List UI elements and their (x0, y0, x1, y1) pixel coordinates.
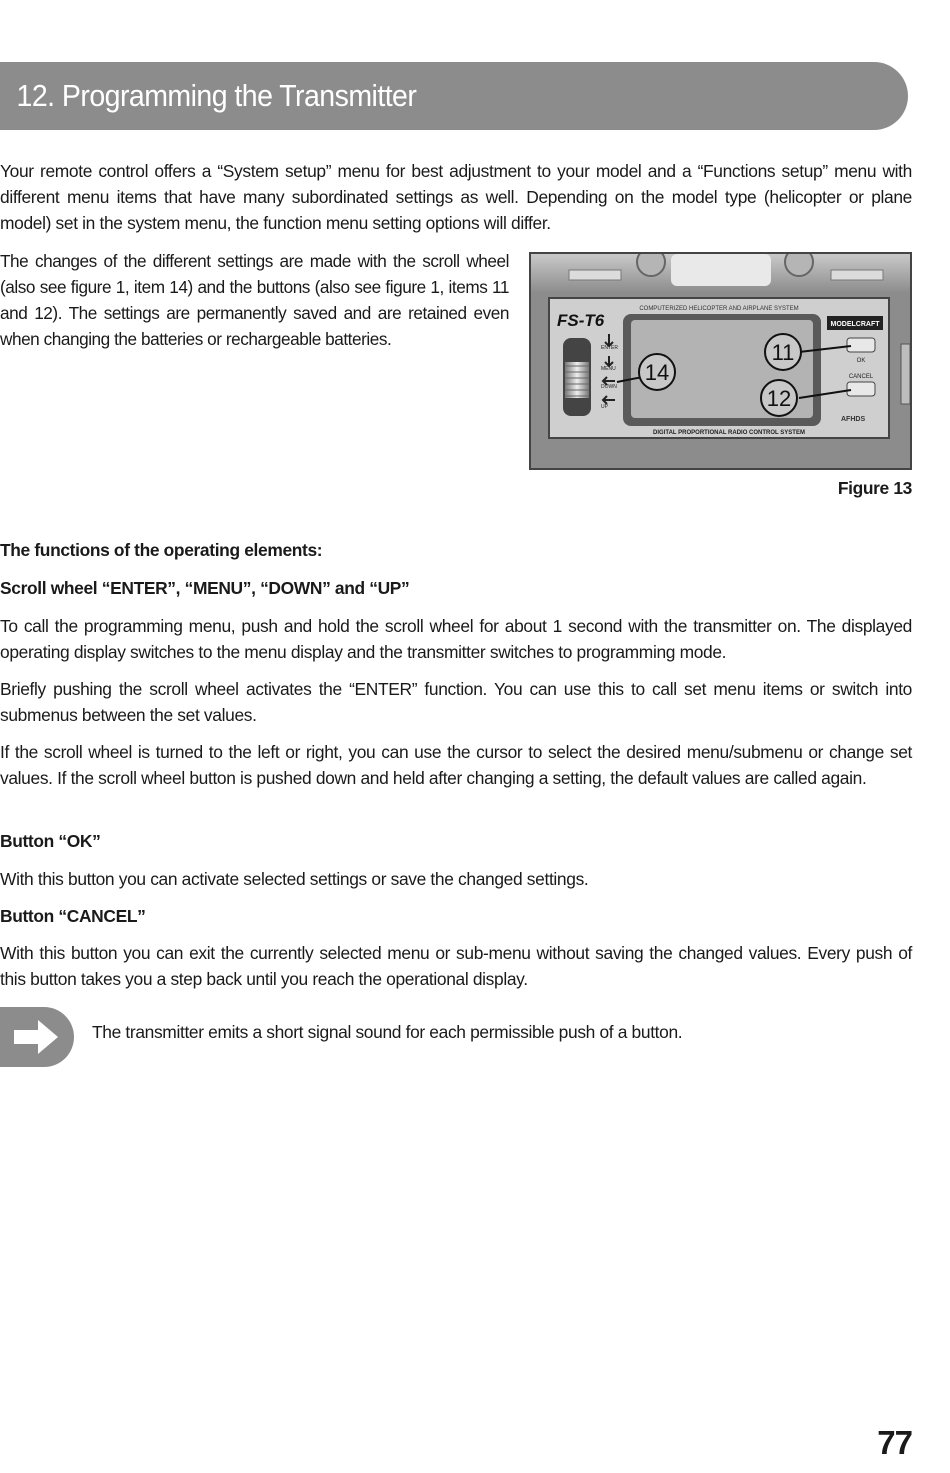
settings-paragraph: The changes of the different settings are made with the scroll wheel (also see figure 1, item 14) and the buttons (also see figure 1, items 11 and 12). The settings are permanently saved and are retained even when changing the batteries or rechargeable batteries. (0, 251, 509, 349)
side-grip (901, 344, 910, 404)
figure-caption: Figure 13 (837, 478, 912, 498)
section-banner (0, 62, 908, 130)
cancel-button (847, 382, 875, 396)
scroll-wheel-paragraph-1: To call the programming menu, push and hold the scroll wheel for about 1 second with the transmitter on. The displayed operating display switches to the menu display and the transmitter switches to programming mode. (0, 616, 912, 662)
afhds-label: AFHDS (841, 416, 866, 423)
section-title: 12. Programming the Transmitter (16, 78, 417, 113)
transmitter-figure (529, 252, 912, 470)
label-menu: MENU (601, 366, 616, 372)
cancel-button-heading: Button “CANCEL” (0, 906, 146, 926)
arrow-right-icon (0, 1007, 74, 1067)
ok-label: OK (856, 358, 866, 364)
ok-button-heading: Button “OK” (0, 831, 101, 851)
functions-heading: The functions of the operating elements: (0, 540, 323, 560)
scroll-wheel-paragraph-3: If the scroll wheel is turned to the left or right, you can use the cursor to select the desired menu/submenu or change set values. If the scroll wheel button is pushed down and held after changing a setting, the default values are called again. (0, 742, 912, 788)
note-text: The transmitter emits a short signal sound for each permissible push of a button. (92, 1022, 683, 1042)
bottom-banner-text: DIGITAL PROPORTIONAL RADIO CONTROL SYSTEM (653, 430, 805, 436)
top-banner-text: COMPUTERIZED HELICOPTER AND AIRPLANE SYSTEM (639, 306, 799, 312)
page-number: 77 (877, 1424, 912, 1461)
callout-11-label: 11 (771, 340, 795, 365)
trim-right (831, 270, 883, 280)
switch-right (785, 254, 813, 276)
label-down: DOWN (601, 384, 617, 390)
scroll-wheel (565, 362, 589, 398)
handle (671, 254, 771, 286)
scroll-wheel-heading: Scroll wheel “ENTER”, “MENU”, “DOWN” and “UP” (0, 578, 410, 598)
cancel-label: CANCEL (848, 374, 874, 380)
callout-14-label: 14 (644, 360, 670, 385)
cancel-button-paragraph: With this button you can exit the currently selected menu or sub-menu without saving the changed values. Every push of this button takes you a step back until you reach the operational display. (0, 943, 912, 989)
transmitter-illustration (531, 254, 910, 468)
switch-left (637, 254, 665, 276)
label-enter: ENTER (601, 345, 618, 351)
intro-paragraph: Your remote control offers a “System setup” menu for best adjustment to your model and a “Functions setup” menu with different menu items that have many subordinated settings as well. Depending on the model type (helicopter or plane model) set in the system menu, the function menu setting options will differ. (0, 161, 912, 233)
scroll-wheel-paragraph-2: Briefly pushing the scroll wheel activates the “ENTER” function. You can use this to call set menu items or switch into submenus between the set values. (0, 679, 912, 725)
trim-left (569, 270, 621, 280)
ok-button-paragraph: With this button you can activate selected settings or save the changed settings. (0, 869, 589, 889)
ok-button (847, 338, 875, 352)
label-up: UP (601, 404, 608, 410)
callout-12-label: 12 (766, 386, 792, 411)
brand-logo: MODELCRAFT (830, 321, 880, 328)
model-label: FS-T6 (557, 311, 605, 330)
